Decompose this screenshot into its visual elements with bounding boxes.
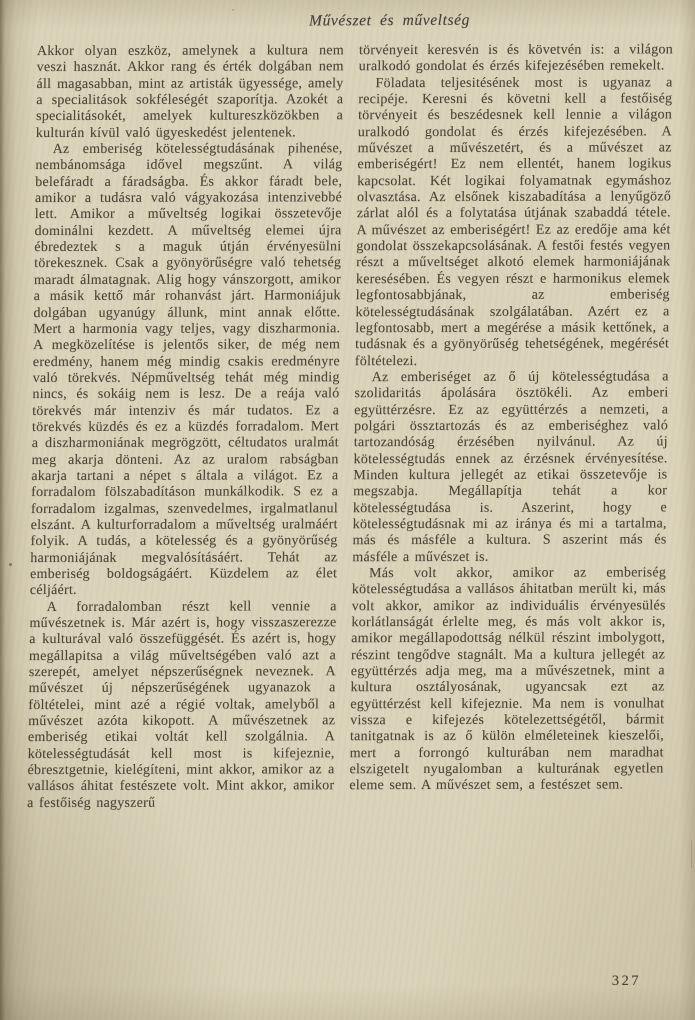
paragraph: törvényeit keresvén is és követvén is: a világon uralkodó gondolat és érzés kifejezésében remekelt.	[358, 42, 674, 75]
ink-speck	[9, 563, 12, 566]
paragraph: A forradalomban részt kell vennie a művészetnek is. Már azért is, hogy visszaszerezze a kulturával való összefüggését. És azért is, hogy megállapitsa a világ műveltségében való azt a szerepét, amelyet népszerűségnek neveznek. A művészet új népszerűségének ugyanazok a föltételei, mint azé a régié voltak, amelyből a művészet azóta kikopott. A művészetnek az emberiség etikai voltát kell szolgálnia. A kötelességtudását kell most is kifejeznie, ébresztgetnie, kielégíteni, mint akkor, amikor az a vallásos áhitat festészete volt. Mint akkor, amikor a festőiség nagyszerű	[26, 598, 337, 811]
paragraph: Más volt akkor, amikor az emberiség kötelességtudása a vallásos áhitatban merült ki, más volt akkor, amikor az individuális érvényesülés korlátlanságát érlelte meg, és más volt akkor is, amikor megállapodottság nélkül részint imbolygott, részint tengődve stagnált. Ma a kultura jellegét az együttérzés adja meg, ma a művészetnek, mint a kultura osztályosának, ugyancsak ezt az együttérzést kell kifejeznie. Ma nem is vonulhat vissza e kifejezés kötelezettségétől, bármit tanitgatnak is az ő külön elméleteinek kieszelői, mert a forrongó kulturában nem maradhat elszigetelt nyugalomban a kulturának egyetlen eleme sem. A művészet sem, a festészet sem.	[349, 565, 667, 794]
text-block	[25, 42, 673, 966]
right-column	[347, 42, 673, 965]
paragraph: Az emberiség kötelességtudásának pihenése, nembánomsága idővel megszűnt. A világ belefáradt a fáradságba. És akkor fáradt bele, amikor a tudásra való vágyakozása intenzivebbé lett. Amikor a műveltség logikai összetevője dominálni kezdett. A műveltség elemei újra ébredeztek s a maguk útján érvényesülni törekesznek. Csak a gyönyörűségre való tehetség maradt álmatagnak. Alig hogy vánszorgott, amikor a másik kettő már rohanvást járt. Harmoniájuk dolgában ugyanúgy állunk, mint annak előtte. Mert a harmonia vagy teljes, vagy diszharmonia. A megközelítése is jelentős siker, de még nem eredmény, hanem még mindig csakis eredményre való törekvés. Népműveltség tehát még mindig nincs, és sokáig nem is lesz. De a reája való törekvés már intenziv és már tudatos. Ez a törekvés küzdés és ez a küzdés forradalom. Mert a diszharmoniának megrögzött, céltudatos uralmát meg akarja dönteni. Az az uralom rabságban akarja tartani a népet s általa a világot. Ez a forradalom fölszabadításon munkálkodik. S ez a forradalom izgalmas, szenvedelmes, irgalmatlanul elszánt. A kulturforradalom a műveltség uralmáért folyik. A tudás, a kötelesség és a gyönyörűség harmoniájának megvalósításáért. Tehát az emberiség boldogságáért. Küzdelem az élet céljáért.	[29, 141, 343, 599]
running-head: Művészet és műveltség	[308, 11, 470, 30]
paragraph: Akkor olyan eszköz, amelynek a kultura nem veszi hasznát. Akkor rang és érték dolgában nem áll magasabban, mint az artisták ügyessége, amely a specialitások sokféleségét szaporítja. Azokét a specialitásokét, amelyek kultureszközökben a kulturán kívül való ügyeskedést jelentenek.	[35, 43, 345, 141]
paragraph: Az emberiséget az ő új kötelességtudása a szolidaritás ápolására ösztökéli. Az emberi együttérzésre. Ez az együttérzés a nemzeti, a polgári össztartozás és az emberiséghez való tartozandóság érzésében nyilvánul. Az új kötelességtudás ennek az érzésnek érvényesítése. Minden kultura jellegét az etikai összetevője is megszabja. Megállapítja tehát a kor kötelességtudása is. Aszerint, hogy e kötelességtudásnak mi az iránya és mi a tartalma, más és másféle a kultura. S aszerint más és másféle a művészet is.	[352, 369, 669, 565]
ink-speck	[232, 9, 234, 11]
page-number: 327	[611, 973, 641, 989]
scan-artifact-line	[691, 840, 693, 868]
paragraph: Föladata teljesitésének most is ugyanaz a recipéje. Keresni és követni kell a festőiség törvényeit és beszédesnek kell lennie a világon uralkodó gondolat és érzés kifejezésében. A művészet a művészetért, és a művészet az emberiségért! Ez nem ellentét, hanem logikus kapcsolat. Két logikai folyamatnak egymáshoz olvasztása. Az elsőnek kiszabadítása a lenyűgöző zárlat alól és a folytatása útjának szabaddá tétele. A művészet az emberiségért! Ez az eredője ama két gondolat összekapcsolásának. A festői festés vegyen részt a műveltséget alkotó elemek harmoniájának keresésében. És vegyen részt e harmonikus elemek legfontosabbjának, az emberiség kötelességtudásának szolgálatában. Azért ez a legfontosabb, mert a megérése a másik kettőnek, a tudásnak és a gyönyörűség tehetségének, megérését föltételezi.	[354, 75, 673, 369]
left-column	[25, 43, 344, 966]
